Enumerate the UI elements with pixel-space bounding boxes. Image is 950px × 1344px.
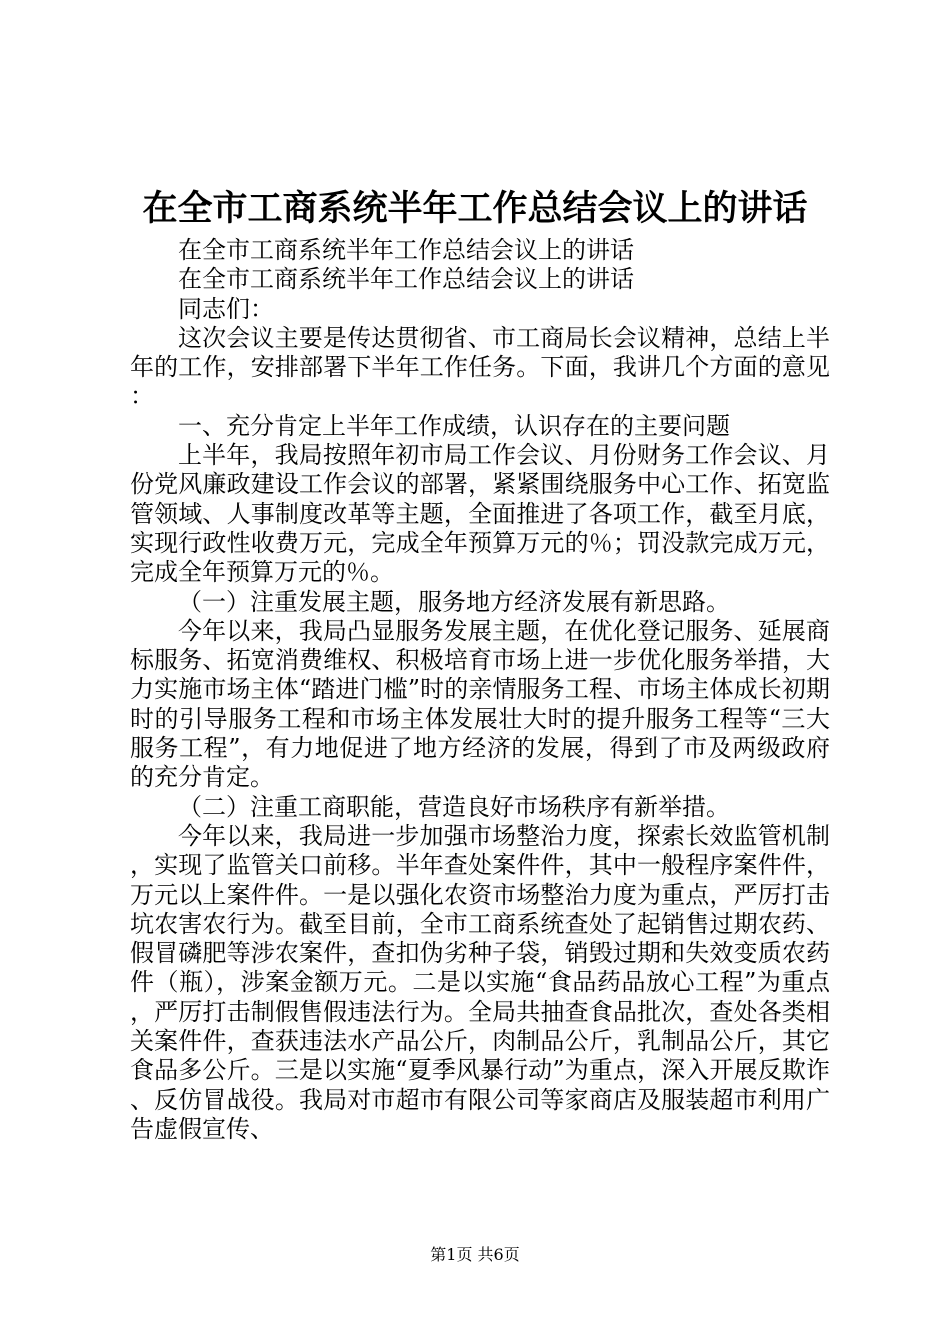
paragraph-first-half-summary: 上半年，我局按照年初市局工作会议、月份财务工作会议、月份党风廉政建设工作会议的部署，紧紧围绕服务中心工作、拓宽监管领域、人事制度改革等主题，全面推进了各项工作，截至月底，实现行政性收费万元，完成全年预算万元的％；罚没款完成万元，完成全年预算万元的％。 xyxy=(130,441,830,587)
paragraph-market-order: 今年以来，我局进一步加强市场整治力度，探索长效监管机制，实现了监管关口前移。半年查处案件件，其中一般程序案件件，万元以上案件件。一是以强化农资市场整治力度为重点，严厉打击坑农害农行为。截至目前，全市工商系统查处了起销售过期农药、假冒磷肥等涉农案件，查扣伪劣种子袋，销毁过期和失效变质农药件（瓶），涉案金额万元。二是以实施“食品药品放心工程”为重点，严厉打击制假售假违法行为。全局共抽查食品批次，查处各类相关案件件，查获违法水产品公斤，肉制品公斤，乳制品公斤，其它食品多公斤。三是以实施“夏季风暴行动”为重点，深入开展反欺诈、反仿冒战役。我局对市超市有限公司等家商店及服装超市利用广告虚假宣传、 xyxy=(130,821,830,1143)
page-footer: 第1页 共6页 xyxy=(430,1245,520,1264)
paragraph-subtitle-1: 在全市工商系统半年工作总结会议上的讲话 xyxy=(178,236,634,264)
paragraph-service-development: 今年以来，我局凸显服务发展主题，在优化登记服务、延展商标服务、拓宽消费维权、积极培育市场上进一步优化服务举措，大力实施市场主体“踏进门槛”时的亲情服务工程、市场主体成长初期时的引导服务工程和市场主体发展壮大时的提升服务工程等“三大服务工程”，有力地促进了地方经济的发展，得到了市及两级政府的充分肯定。 xyxy=(130,616,830,792)
document-body xyxy=(130,236,830,1144)
paragraph-intro: 这次会议主要是传达贯彻省、市工商局长会议精神，总结上半年的工作，安排部署下半年工作任务。下面，我讲几个方面的意见： xyxy=(130,323,830,411)
subsection-heading-2: （二）注重工商职能，营造良好市场秩序有新举措。 xyxy=(178,792,730,821)
subsection-heading-1: （一）注重发展主题，服务地方经济发展有新思路。 xyxy=(178,587,730,616)
paragraph-subtitle-2: 在全市工商系统半年工作总结会议上的讲话 xyxy=(178,265,634,294)
document-title: 在全市工商系统半年工作总结会议上的讲话 xyxy=(142,188,808,229)
paragraph-salutation: 同志们： xyxy=(178,294,274,323)
section-heading-1: 一、充分肯定上半年工作成绩，认识存在的主要问题 xyxy=(178,411,730,440)
